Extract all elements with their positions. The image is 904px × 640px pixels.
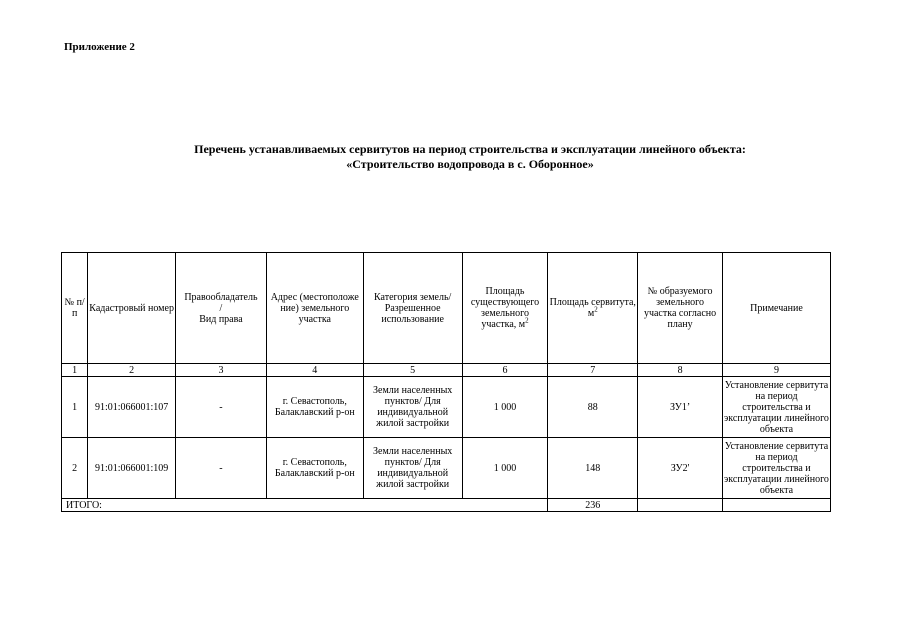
total-empty-cell — [638, 499, 723, 512]
header-servitude-area-text: Площадь сервитута, м — [549, 297, 636, 319]
col-number: 4 — [266, 364, 363, 377]
cadastral-number: 91:01:066001:109 — [88, 438, 176, 499]
header-row — [62, 253, 831, 364]
total-label: ИТОГО: — [62, 499, 548, 512]
note: Установление сервитута на период строительства и эксплуатации линейного объекта — [722, 377, 830, 438]
total-empty-cell — [722, 499, 830, 512]
table-row — [62, 377, 831, 438]
cadastral-number: 91:01:066001:107 — [88, 377, 176, 438]
header-category-line2: Разрешенное использование — [381, 302, 444, 325]
land-category: Земли населенных пунктов/ Для индивидуальной жилой застройки — [363, 377, 462, 438]
table-row — [62, 438, 831, 499]
plot-number: ЗУ2' — [638, 438, 723, 499]
servitude-table — [61, 252, 831, 512]
header-owner-line2: / — [219, 302, 223, 314]
col-number: 5 — [363, 364, 462, 377]
owner: - — [176, 377, 267, 438]
header-existing-area — [462, 253, 548, 364]
servitude-area: 88 — [548, 377, 638, 438]
header-owner-line3: Вид права — [199, 313, 243, 325]
header-servitude-area-sup: 2 — [594, 305, 598, 314]
servitude-area: 148 — [548, 438, 638, 499]
col-number: 8 — [638, 364, 723, 377]
col-number: 3 — [176, 364, 267, 377]
appendix-label: Приложение 2 — [64, 41, 135, 53]
title-line-1: Перечень устанавливаемых сервитутов на период строительства и эксплуатации линейного объекта: — [194, 142, 746, 156]
header-category-line1: Категория земель/ — [374, 291, 452, 303]
existing-area: 1 000 — [462, 438, 548, 499]
header-cadastral: Кадастровый номер — [88, 253, 176, 364]
total-row — [62, 499, 831, 512]
document-title — [170, 142, 770, 172]
col-number: 7 — [548, 364, 638, 377]
col-number: 9 — [722, 364, 830, 377]
header-existing-area-sup: 2 — [525, 316, 529, 325]
header-owner — [176, 253, 267, 364]
existing-area: 1 000 — [462, 377, 548, 438]
header-servitude-area — [548, 253, 638, 364]
header-owner-line1: Правообладатель — [184, 291, 258, 303]
col-number: 1 — [62, 364, 88, 377]
plot-number: ЗУ1’ — [638, 377, 723, 438]
header-number: № п/п — [62, 253, 88, 364]
row-number: 1 — [62, 377, 88, 438]
col-number: 6 — [462, 364, 548, 377]
total-value: 236 — [548, 499, 638, 512]
owner: - — [176, 438, 267, 499]
col-number: 2 — [88, 364, 176, 377]
header-existing-area-text: Площадь существующего земельного участка, м — [470, 286, 540, 330]
header-address: Адрес (местоположе ние) земельного участка — [266, 253, 363, 364]
address: г. Севастополь, Балаклавский р-он — [266, 377, 363, 438]
header-plot-number: № образуемого земельного участка согласно плану — [638, 253, 723, 364]
column-number-row — [62, 364, 831, 377]
title-line-2: «Строительство водопровода в с. Оборонное» — [346, 157, 594, 171]
header-note: Примечание — [722, 253, 830, 364]
row-number: 2 — [62, 438, 88, 499]
address: г. Севастополь, Балаклавский р-он — [266, 438, 363, 499]
header-category — [363, 253, 462, 364]
land-category: Земли населенных пунктов/ Для индивидуальной жилой застройки — [363, 438, 462, 499]
note: Установление сервитута на период строительства и эксплуатации линейного объекта — [722, 438, 830, 499]
